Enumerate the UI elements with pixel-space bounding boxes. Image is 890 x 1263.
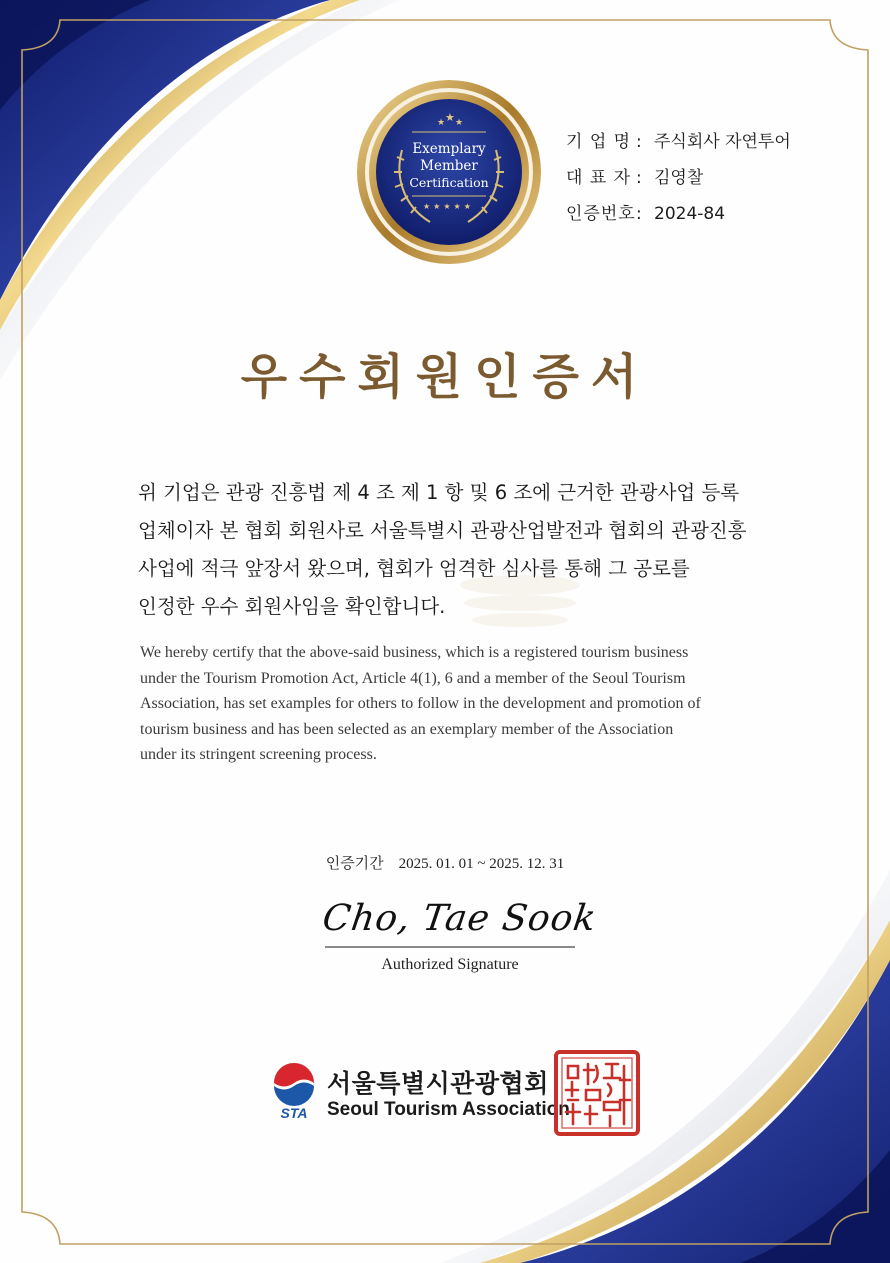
- colon: :: [636, 204, 642, 224]
- signature-handwriting: Cho, Tae Sook: [320, 896, 600, 939]
- body-ko-line: 위 기업은 관광 진흥법 제 4 조 제 1 항 및 6 조에 근거한 관광사업 등록: [138, 481, 740, 504]
- body-ko-line: 인정한 우수 회원사임을 확인합니다.: [138, 595, 446, 618]
- authorized-signature-label: Authorized Signature: [381, 956, 519, 973]
- badge-line-1: Exemplary: [412, 141, 486, 157]
- badge-line-3: Certification: [409, 175, 489, 190]
- body-ko-line: 업체이자 본 협회 회원사로 서울특별시 관광산업발전과 협회의 관광진흥: [138, 519, 747, 542]
- body-en-line: tourism business and has been selected as an exemplary member of the Association: [140, 720, 674, 738]
- association-name-korean: 서울특별시관광협회: [327, 1069, 549, 1098]
- cert-number-value: 2024-84: [654, 204, 726, 224]
- company-name-label: 기 업 명: [566, 132, 632, 152]
- svg-text:★: ★: [437, 118, 446, 128]
- certificate-title: 우수회원인증서: [240, 349, 650, 405]
- badge-line-2: Member: [420, 158, 478, 174]
- body-en-line: We hereby certify that the above-said business, which is a registered tourism business: [140, 644, 689, 661]
- association-name-english: Seoul Tourism Association: [327, 1099, 570, 1120]
- ceo-label: 대 표 자: [566, 168, 632, 188]
- svg-text:★★★★★: ★★★★★: [423, 202, 474, 211]
- colon: :: [636, 132, 642, 152]
- cert-number-label: 인증번호: [566, 204, 636, 224]
- colon: :: [636, 168, 642, 188]
- sta-logo-text: STA: [280, 1105, 308, 1121]
- ceo-value: 김영찰: [654, 168, 704, 188]
- body-en-line: Association, has set examples for others to follow in the development and promotion of: [140, 695, 701, 713]
- svg-text:★: ★: [455, 118, 464, 128]
- period-label: 인증기간: [325, 856, 384, 872]
- body-en-line: under the Tourism Promotion Act, Article 4(1), 6 and a member of the Seoul Tourism: [140, 669, 686, 687]
- body-en-line: under its stringent screening process.: [140, 746, 377, 764]
- period-value: 2025. 01. 01 ~ 2025. 12. 31: [398, 856, 565, 872]
- svg-text:★: ★: [445, 111, 455, 124]
- body-ko-line: 사업에 적극 앞장서 왔으며, 협회가 엄격한 심사를 통해 그 공로를: [138, 557, 690, 580]
- company-name-value: 주식회사 자연투어: [654, 132, 791, 152]
